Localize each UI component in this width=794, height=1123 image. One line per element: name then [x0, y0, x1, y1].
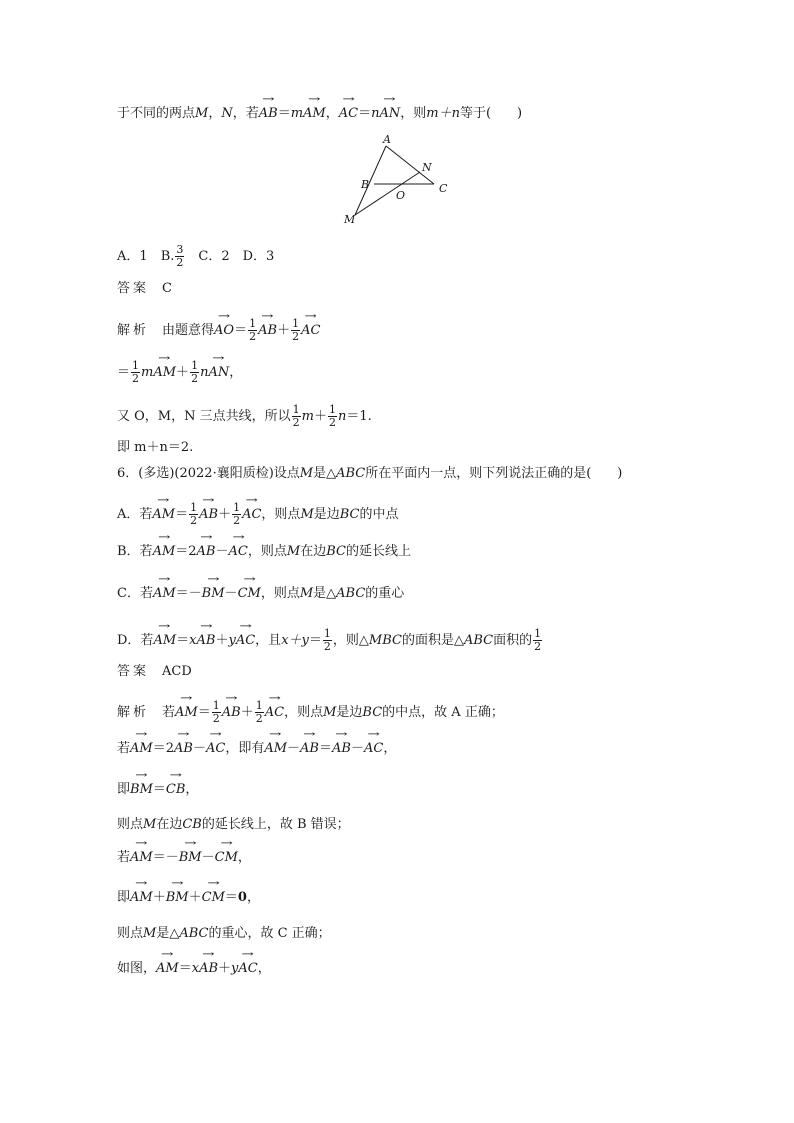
q5-solution-line2: ＝ $\frac{1}{2}$ m→ AM＋ $\frac{1}{2}$ n→ AN，	[117, 360, 242, 385]
label-a: A	[383, 133, 391, 146]
q5-answer: 答案 C	[117, 281, 172, 296]
q6-solution-line1: 解析 若→ AM＝ $\frac{1}{2}$ → AB＋ $\frac{1}{2}$ → AC，则点M是边BC的中点，故 A 正确；	[117, 700, 504, 725]
q6-solution-line5: 若→ AM＝－→ BM－→ CM，	[117, 850, 251, 866]
q6-solution-line3: 即→ BM＝→ CB，	[117, 782, 198, 798]
q6-solution-line8: 如图，→ AM＝x→ AB＋y→ AC，	[117, 961, 271, 977]
q5-solution-line3: 又 O，M，N 三点共线，所以 $\frac{1}{2}$ m＋ $\frac{1}{2}$ n＝1.	[117, 403, 372, 429]
q5-stem: 于不同的两点M，N，若→ AB＝m→ AM，→ AC＝n→ AN，则m＋n等于( )	[117, 106, 522, 122]
label-c: C	[439, 182, 448, 195]
q6-option-b: B．若→ AM＝2→ AB－→ AC，则点M在边BC的延长线上	[117, 544, 411, 560]
q6-option-c: C．若→ AM＝－→ BM－→ CM，则点M是△ABC的重心	[117, 586, 404, 602]
q6-solution-line6: 即→ AM＋→ BM＋→ CM＝0，	[117, 890, 260, 906]
triangle-figure	[340, 132, 460, 228]
q5-solution-line1: 解析 由题意得→ AO＝ $\frac{1}{2}$ → AB＋ $\frac{1}{2}$ → AC	[117, 318, 320, 343]
q6-solution-line2: 若→ AM＝2→ AB－→ AC，即有→ AM－→ AB＝→ AB－→ AC，	[117, 741, 396, 757]
q6-stem: 6．(多选)(2022·襄阳质检)设点M是△ABC所在平面内一点，则下列说法正确的是( )	[117, 466, 623, 481]
q6-solution-line7: 则点M是△ABC的重心，故 C 正确；	[117, 926, 331, 941]
label-m: M	[344, 213, 356, 226]
q5-options: A．1 B. $\frac{3}{2}$ C．2 D．3	[117, 243, 275, 269]
q6-option-a: A．若→ AM＝ $\frac{1}{2}$ → AB＋ $\frac{1}{2}$ → AC，则点M是边BC的中点	[117, 502, 399, 527]
q6-answer: 答案 ACD	[117, 664, 192, 679]
label-b: B	[361, 178, 370, 191]
label-o: O	[396, 189, 406, 202]
q6-option-d: D．若→ AM＝x→ AB＋y→ AC，且x＋y＝ $\frac{1}{2}$ ，则△MBC的面积是△ABC面积的 $\frac{1}{2}$	[117, 628, 543, 653]
label-n: N	[422, 161, 432, 174]
q6-solution-line4: 则点M在边CB的延长线上，故 B 错误；	[117, 817, 350, 832]
q5-solution-line4: 即 m＋n＝2.	[117, 440, 194, 455]
